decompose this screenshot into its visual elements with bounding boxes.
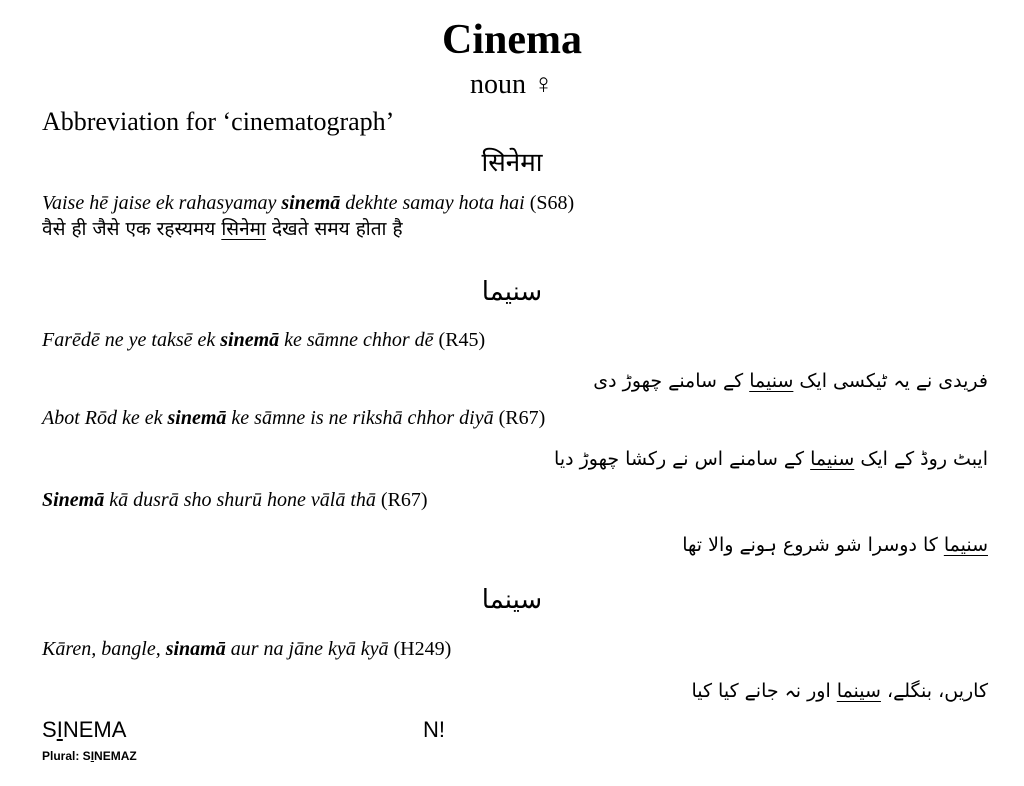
- hindi-headword: सिनेमा: [481, 148, 543, 178]
- script-text: देखते समय होता है: [265, 218, 403, 240]
- example-source: (R45): [433, 329, 486, 351]
- sign-gloss: [42, 716, 126, 744]
- sign-gloss-underlined: I: [56, 717, 63, 742]
- plural-text: NEMAZ: [94, 749, 137, 763]
- example-keyword: sinamā: [165, 638, 226, 660]
- example-text: Vaise hē jaise ek rahasyamay: [42, 192, 282, 214]
- example-text: ke sāmne is ne rikshā chhor diyā: [226, 407, 494, 429]
- hindi-example-script: [42, 216, 403, 242]
- plural-underlined: I: [90, 749, 95, 763]
- example-keyword: sinemā: [167, 407, 227, 429]
- example-text: Farēdē ne ye taksē ek: [42, 329, 221, 351]
- script-text: کے سامنے اس نے رکشا چھوڑ دیا: [554, 448, 811, 470]
- script-text: اور نہ جانے کیا کیا: [691, 680, 837, 702]
- script-text: वैसे ही जैसे एक रहस्यमय: [42, 218, 222, 240]
- urdu-example-script-1: [593, 366, 988, 396]
- example-keyword: sinemā: [281, 192, 341, 214]
- script-keyword: سنیما: [943, 534, 988, 556]
- example-text: Kāren, bangle,: [42, 638, 166, 660]
- script-keyword: سنیما: [749, 370, 794, 392]
- script-keyword: सिनेमा: [221, 218, 266, 240]
- definition: Abbreviation for ‘cinematograph’: [42, 107, 395, 136]
- example-source: (R67): [375, 489, 428, 511]
- entry-title: Cinema: [442, 17, 582, 63]
- urdu-variant-example-transliteration: [42, 636, 451, 662]
- urdu-example-transliteration-3: [42, 487, 428, 513]
- example-text: ke sāmne chhor dē: [279, 329, 434, 351]
- sign-gloss-text: S: [42, 717, 57, 742]
- script-text: ایبٹ روڈ کے ایک: [854, 448, 988, 470]
- urdu-variant-example-script: [691, 676, 988, 706]
- example-source: (H249): [388, 638, 452, 660]
- example-source: (S68): [524, 192, 575, 214]
- urdu-example-transliteration-1: [42, 327, 485, 353]
- example-text: Abot Rōd ke ek: [42, 407, 168, 429]
- script-keyword: سینما: [836, 680, 881, 702]
- urdu-example-transliteration-2: [42, 405, 545, 431]
- example-source: (R67): [493, 407, 546, 429]
- plural-text: Plural: S: [42, 749, 91, 763]
- sign-marker: N!: [423, 717, 445, 742]
- urdu-example-script-2: [554, 444, 988, 474]
- part-of-speech: noun ♀: [470, 69, 554, 100]
- hindi-example-transliteration: [42, 190, 574, 216]
- urdu-headword-variant: سینما: [481, 585, 543, 615]
- script-text: کاریں، بنگلے،: [880, 680, 988, 702]
- urdu-headword: سنیما: [481, 277, 543, 307]
- example-text: kā dusrā sho shurū hone vālā thā: [104, 489, 376, 511]
- script-text: کا دوسرا شو شروع ہونے والا تھا: [682, 534, 944, 556]
- script-text: کے سامنے چھوڑ دی: [593, 370, 750, 392]
- example-text: dekhte samay hota hai: [340, 192, 525, 214]
- urdu-example-script-3: [682, 530, 988, 560]
- script-text: فریدی نے یہ ٹیکسی ایک: [793, 370, 988, 392]
- example-text: aur na jāne kyā kyā: [225, 638, 389, 660]
- script-keyword: سنیما: [810, 448, 855, 470]
- example-keyword: sinemā: [220, 329, 280, 351]
- sign-plural: [42, 748, 137, 764]
- sign-gloss-text: NEMA: [62, 717, 127, 742]
- example-keyword: Sinemā: [42, 489, 105, 511]
